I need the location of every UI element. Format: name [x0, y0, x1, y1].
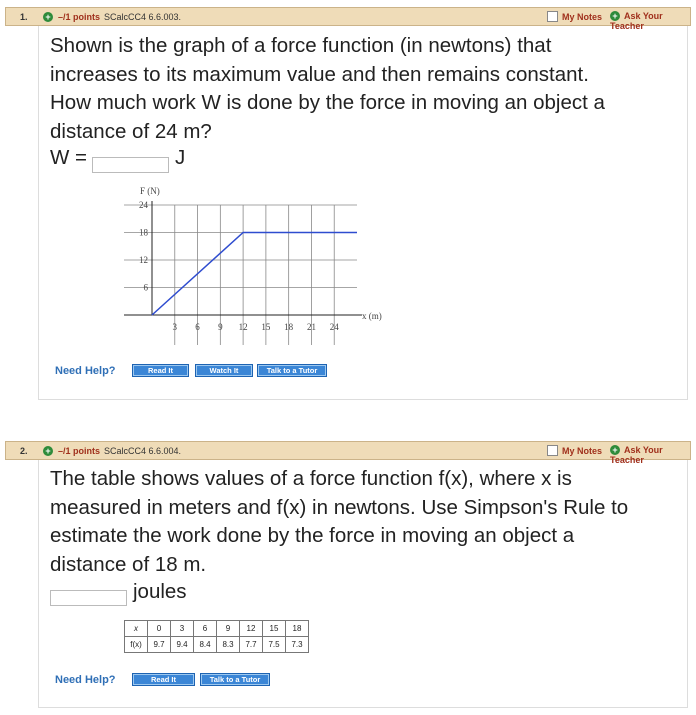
- my-notes-label: My Notes: [562, 12, 603, 22]
- checkbox-icon[interactable]: [547, 445, 558, 456]
- expand-plus-icon[interactable]: +: [43, 12, 53, 22]
- points-label: –/1 points: [58, 446, 101, 456]
- table-cell: 0: [148, 621, 171, 637]
- my-notes-label: My Notes: [562, 446, 603, 456]
- table-cell: 8.4: [194, 637, 217, 653]
- answer-prefix: W =: [50, 146, 88, 169]
- table-cell: 7.5: [263, 637, 286, 653]
- x-tick-label: 9: [218, 322, 223, 332]
- read-it-button[interactable]: Read It: [132, 673, 195, 686]
- table-header-cell: x: [125, 621, 148, 637]
- checkbox-icon[interactable]: [547, 11, 558, 22]
- x-tick-label: 21: [306, 322, 316, 332]
- question-text-line: The table shows values of a force function f(x), where x is: [50, 467, 572, 490]
- x-axis-label: x (m): [362, 311, 382, 321]
- table-row-fx: [125, 637, 309, 653]
- y-tick-label: 6: [143, 282, 148, 293]
- question-2-text: [50, 465, 670, 579]
- source-label: SCalcCC4 6.6.003.: [104, 12, 182, 22]
- work-answer-input[interactable]: [92, 157, 169, 173]
- table-cell: 7.7: [240, 637, 263, 653]
- watch-it-button[interactable]: Watch It: [195, 364, 253, 377]
- y-tick-label: 24: [139, 200, 148, 210]
- ask-teacher-label: Ask Your Teacher: [610, 445, 663, 465]
- question-text-line: estimate the work done by the force in moving an object a: [50, 524, 575, 547]
- y-tick-label: 18: [139, 227, 148, 238]
- answer-unit: joules: [133, 580, 187, 603]
- x-tick-label: 6: [195, 322, 200, 332]
- joules-answer-input[interactable]: [50, 590, 127, 606]
- table-row-x: [125, 621, 309, 637]
- table-cell: 9.7: [148, 637, 171, 653]
- question-1-text: [50, 32, 670, 146]
- x-tick-label: 12: [238, 322, 248, 332]
- expand-plus-icon[interactable]: +: [43, 446, 53, 456]
- need-help-label: Need Help?: [55, 674, 116, 686]
- question-2-header: [5, 441, 691, 465]
- question-number: 2.: [20, 446, 28, 456]
- talk-to-tutor-button[interactable]: Talk to a Tutor: [257, 364, 327, 377]
- talk-to-tutor-button[interactable]: Talk to a Tutor: [200, 673, 270, 686]
- chart-tick-labels: [139, 200, 339, 332]
- answer-unit: J: [175, 146, 186, 169]
- table-cell: 6: [194, 621, 217, 637]
- source-label: SCalcCC4 6.6.004.: [104, 446, 182, 456]
- y-tick-label: 12: [139, 255, 148, 265]
- table-cell: 9: [217, 621, 240, 637]
- my-notes-toggle[interactable]: [547, 445, 602, 456]
- question-text-line: Shown is the graph of a force function (in newtons) that: [50, 34, 552, 57]
- force-series-line: [152, 233, 357, 316]
- force-table: [124, 620, 309, 653]
- points-label: –/1 points: [58, 12, 101, 22]
- question-text-line: How much work W is done by the force in moving an object a: [50, 91, 605, 114]
- read-it-button[interactable]: Read It: [132, 364, 189, 377]
- table-cell: 18: [286, 621, 309, 637]
- table-cell: 7.3: [286, 637, 309, 653]
- force-graph: [100, 180, 400, 360]
- plus-icon: +: [610, 11, 620, 21]
- question-text-line: increases to its maximum value and then remains constant.: [50, 62, 589, 86]
- question-number: 1.: [20, 12, 28, 22]
- question-text-line: distance of 18 m.: [50, 552, 207, 576]
- x-tick-label: 15: [261, 322, 271, 332]
- need-help-label: Need Help?: [55, 365, 116, 377]
- x-tick-label: 24: [329, 322, 339, 332]
- table-cell: 15: [263, 621, 286, 637]
- table-cell: 3: [171, 621, 194, 637]
- y-axis-label: F (N): [140, 186, 160, 196]
- plus-icon: +: [610, 445, 620, 455]
- x-tick-label: 3: [172, 322, 178, 332]
- question-text-line: measured in meters and f(x) in newtons. Use Simpson's Rule to: [50, 495, 629, 519]
- question-1-header: [5, 7, 691, 31]
- ask-teacher-label: Ask Your Teacher: [610, 11, 663, 31]
- table-cell: 8.3: [217, 637, 240, 653]
- x-tick-label: 18: [284, 322, 294, 332]
- table-cell: 12: [240, 621, 263, 637]
- question-text-line: distance of 24 m?: [50, 119, 212, 143]
- table-header-cell: f(x): [125, 637, 148, 653]
- my-notes-toggle[interactable]: [547, 11, 602, 22]
- table-cell: 9.4: [171, 637, 194, 653]
